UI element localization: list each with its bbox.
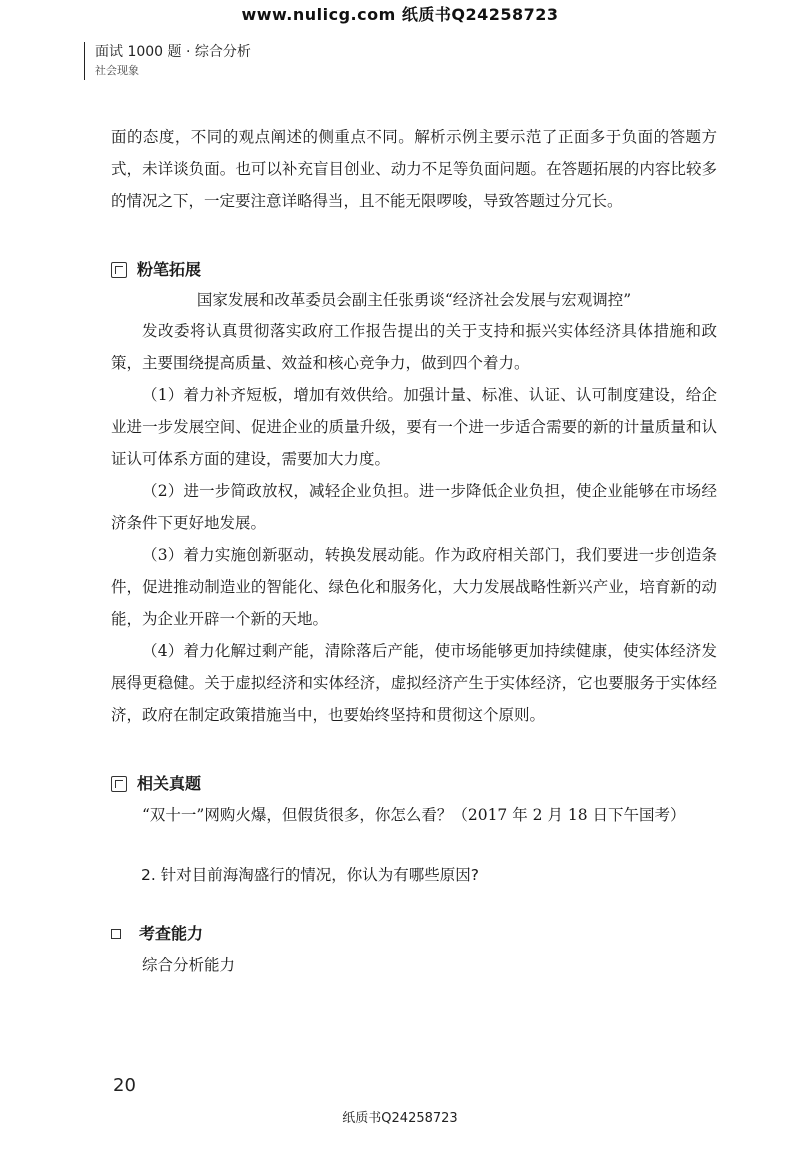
checkbox-marker-icon	[111, 929, 121, 939]
ability-heading-text: 考查能力	[139, 924, 204, 943]
expansion-heading	[111, 255, 717, 285]
expansion-paragraph: （3）着力实施创新驱动，转换发展动能。作为政府相关部门，我们要进一步创造条件，促进推动制造业的智能化、绿色化和服务化，大力发展战略性新兴产业，培育新的动能，为企业开辟一个新的天地。	[111, 546, 717, 628]
expansion-paragraph: （1）着力补齐短板，增加有效供给。加强计量、标准、认证、认可制度建设，给企业进一步发展空间、促进企业的质量升级，要有一个进一步适合需要的新的计量质量和认证认可体系方面的建设，需要加大力度。	[111, 386, 717, 468]
book-title: 面试 1000 题 · 综合分析	[95, 44, 251, 60]
expansion-heading-text: 粉笔拓展	[137, 260, 202, 279]
page-content	[111, 121, 717, 981]
expansion-paragraph: 发改委将认真贯彻落实政府工作报告提出的关于支持和振兴实体经济具体措施和政策，主要围绕提高质量、效益和核心竞争力，做到四个着力。	[111, 322, 717, 372]
related-heading	[111, 769, 717, 799]
expansion-title: 国家发展和改革委员会副主任张勇谈“经济社会发展与宏观调控”	[196, 291, 632, 309]
chapter-title: 社会现象	[95, 64, 139, 77]
ability-text: 综合分析能力	[142, 956, 236, 974]
section-marker-icon	[111, 776, 127, 792]
page-number: 20	[113, 1075, 136, 1096]
expansion-paragraph: （2）进一步简政放权，减轻企业负担。进一步降低企业负担，使企业能够在市场经济条件下更好地发展。	[111, 482, 717, 532]
question-title: 2. 针对目前海淘盛行的情况，你认为有哪些原因?	[141, 866, 479, 884]
expansion-paragraph: （4）着力化解过剩产能，清除落后产能，使市场能够更加持续健康，使实体经济发展得更稳健。关于虚拟经济和实体经济，虚拟经济产生于实体经济，它也要服务于实体经济，政府在制定政策措施当中，也要始终坚持和贯彻这个原则。	[111, 642, 717, 724]
section-marker-icon	[111, 262, 127, 278]
ability-heading	[111, 919, 717, 949]
related-question: “双十一”网购火爆，但假货很多，你怎么看？（2017 年 2 月 18 日下午国考）	[142, 806, 686, 824]
intro-paragraph: 面的态度，不同的观点阐述的侧重点不同。解析示例主要示范了正面多于负面的答题方式，未详谈负面。也可以补充盲目创业、动力不足等负面问题。在答题拓展的内容比较多的情况之下，一定要注意详略得当，且不能无限啰唆，导致答题过分冗长。	[111, 128, 717, 210]
related-heading-text: 相关真题	[137, 774, 202, 793]
book-header	[84, 42, 251, 80]
watermark-bottom: 纸质书Q24258723	[342, 1111, 458, 1126]
watermark-top: www.nulicg.com 纸质书Q24258723	[241, 5, 559, 24]
